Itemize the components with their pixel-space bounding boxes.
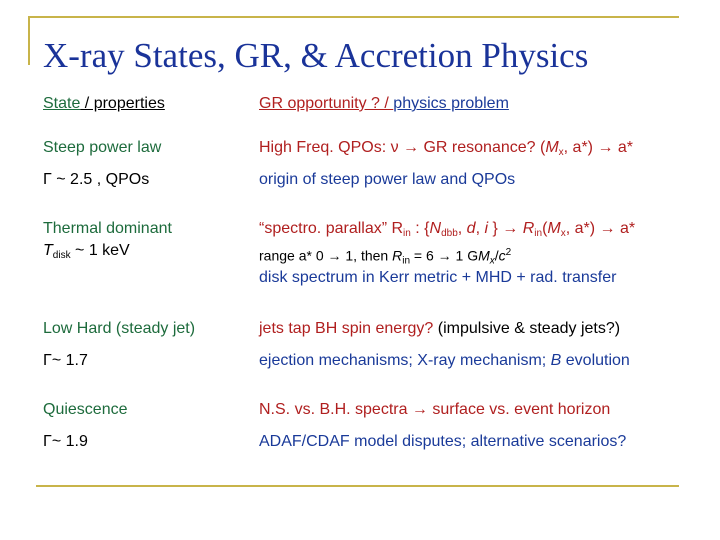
low-hard-gamma-text xyxy=(43,351,88,371)
steep-power-law-text xyxy=(43,138,161,158)
text-segment: / properties xyxy=(80,95,165,112)
quiescence-physics-text xyxy=(259,432,626,452)
header-right-text xyxy=(259,94,509,114)
thermal-gr-text xyxy=(259,219,635,244)
text-segment: in xyxy=(402,255,411,267)
text-segment: disk xyxy=(52,250,71,261)
text-segment: physics problem xyxy=(393,95,509,112)
text-segment: in xyxy=(403,228,411,239)
text-segment: : { xyxy=(410,220,430,237)
text-segment: / xyxy=(494,247,499,264)
text-segment: M xyxy=(478,247,490,264)
text-segment: ADAF/CDAF model disputes; alternative scenarios? xyxy=(259,433,627,450)
steep-gamma-text xyxy=(43,170,149,190)
text-segment: , xyxy=(457,220,467,237)
text-segment: Quiescence xyxy=(43,401,128,418)
thermal-physics-text xyxy=(259,268,616,288)
text-segment: evolution xyxy=(561,352,630,369)
text-segment: State xyxy=(43,95,81,112)
thermal-tdisk-text xyxy=(43,241,130,266)
text-segment: 2 xyxy=(505,247,512,258)
text-segment: x xyxy=(489,255,495,267)
text-segment: in xyxy=(534,228,543,239)
text-segment: N xyxy=(429,220,442,237)
text-segment: (impulsive & steady jets?) xyxy=(433,320,621,337)
text-segment: ~ 1 keV xyxy=(70,242,130,259)
quiescence-text xyxy=(43,400,128,420)
thermal-dominant-text xyxy=(43,219,172,239)
text-segment: dbb xyxy=(441,228,458,239)
text-segment: x xyxy=(558,147,564,158)
text-segment: x xyxy=(560,228,566,239)
text-segment: B xyxy=(550,352,562,369)
text-segment: c xyxy=(498,247,506,264)
text-segment: T xyxy=(43,242,53,259)
text-segment: } → xyxy=(488,220,523,237)
text-segment: jets tap BH spin energy? xyxy=(259,320,434,337)
text-segment: N.S. vs. B.H. spectra → surface vs. event horizon xyxy=(259,401,611,418)
title-rule-left xyxy=(28,16,30,65)
text-segment: = 6 → 1 G xyxy=(410,247,479,264)
title-rule-top xyxy=(29,16,679,18)
text-segment: i xyxy=(484,220,489,237)
steep-gr-text xyxy=(259,138,633,163)
text-segment: Steep power law xyxy=(43,139,162,156)
footer-rule xyxy=(36,485,679,487)
text-segment: R xyxy=(392,247,403,264)
text-segment: M xyxy=(545,139,559,156)
steep-physics-text xyxy=(259,170,515,190)
low-hard-physics-text xyxy=(259,351,630,371)
text-segment: Γ ~ 2.5 , QPOs xyxy=(43,171,150,188)
text-segment: range a* 0 → 1, then xyxy=(259,247,393,264)
text-segment: “spectro. parallax” R xyxy=(259,220,404,237)
text-segment: Thermal dominant xyxy=(43,220,172,237)
text-segment: d xyxy=(466,220,476,237)
text-segment: , xyxy=(475,220,485,237)
text-segment: , a*) → a* xyxy=(565,220,636,237)
text-segment: GR opportunity ? / xyxy=(259,95,394,112)
text-segment: ejection mechanisms; X-ray mechanism; xyxy=(259,352,551,369)
slide-title: X-ray States, GR, & Accretion Physics xyxy=(43,36,589,75)
low-hard-gr-text xyxy=(259,319,620,339)
low-hard-text xyxy=(43,319,195,339)
text-segment: Γ~ 1.9 xyxy=(43,433,88,450)
text-segment: , a*) → a* xyxy=(563,139,634,156)
text-segment: disk spectrum in Kerr metric + MHD + rad. transfer xyxy=(259,269,617,286)
text-segment: M xyxy=(547,220,561,237)
text-segment: Γ~ 1.7 xyxy=(43,352,88,369)
header-left-text xyxy=(43,94,165,114)
text-segment: origin of steep power law and QPOs xyxy=(259,171,516,188)
text-segment: High Freq. QPOs: ν → GR resonance? ( xyxy=(259,139,546,156)
quiescence-gamma-text xyxy=(43,432,88,452)
text-segment: ( xyxy=(542,220,548,237)
quiescence-gr-text xyxy=(259,400,610,420)
text-segment: R xyxy=(522,220,535,237)
text-segment: Low Hard (steady jet) xyxy=(43,320,196,337)
